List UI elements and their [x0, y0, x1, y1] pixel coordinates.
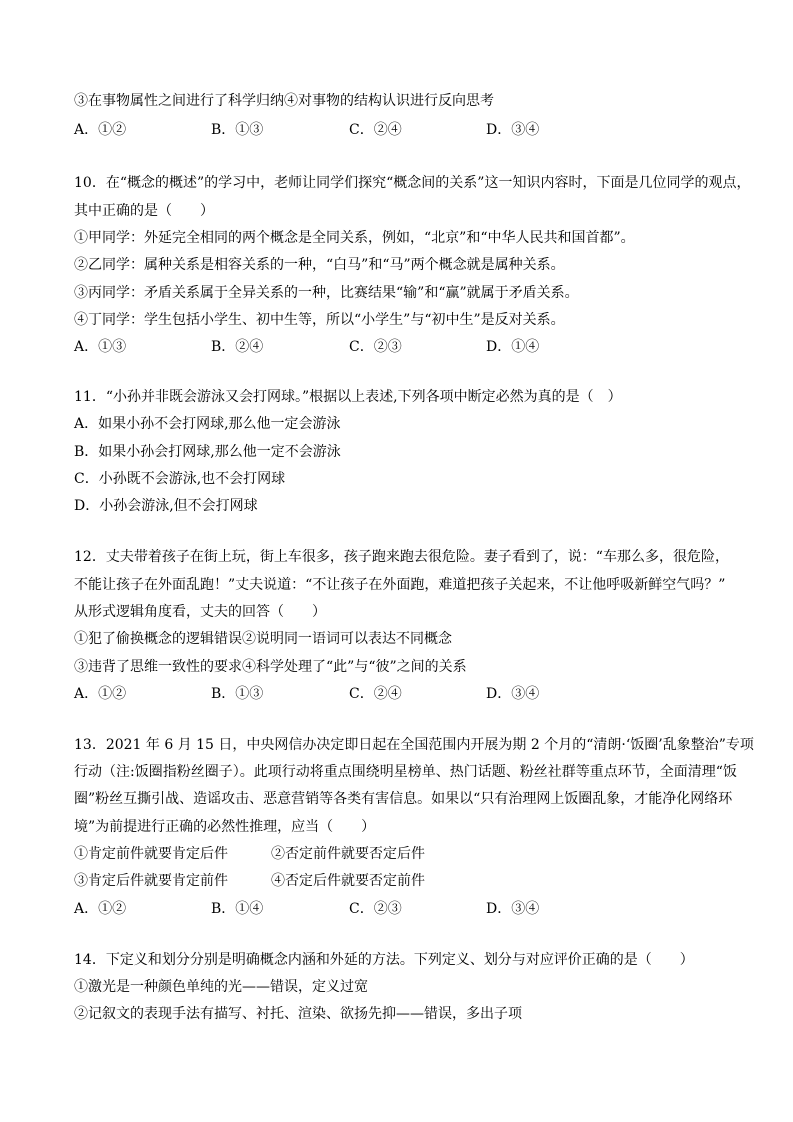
q13-statement-1: ①肯定前件就要肯定后件 [74, 846, 228, 862]
q13-statement-row2 [74, 872, 574, 890]
q10-statement-2: ②乙同学：属种关系是相容关系的一种，“白马”和“马”两个概念就是属种关系。 [74, 257, 565, 273]
q10-statement-3: ③丙同学：矛盾关系属于全异关系的一种，比赛结果“输”和“赢”就属于矛盾关系。 [74, 285, 579, 301]
q10-statement-4: ④丁同学：学生包括小学生、初中生等，所以“小学生”与“初中生”是反对关系。 [74, 312, 565, 328]
q11-choice-d: D．小孙会游泳,但不会打网球 [74, 498, 258, 514]
q13-statement-2: ②否定前件就要否定后件 [271, 846, 425, 862]
q9-option-b: B．①③ [211, 122, 264, 138]
q11-choice-a: A．如果小孙不会打网球,那么他一定会游泳 [74, 416, 341, 432]
q11-choice-b: B．如果小孙会打网球,那么他一定不会游泳 [74, 444, 341, 460]
q14-statement-1: ①激光是一种颜色单纯的光——错误，定义过宽 [74, 979, 368, 995]
q13-statement-3: ③肯定后件就要肯定前件 [74, 873, 228, 889]
q13-option-a: A．①② [74, 901, 127, 917]
q12-option-a: A．①② [74, 686, 127, 702]
q10-option-a: A．①③ [74, 339, 127, 355]
q13-stem-line2: 行动（注:饭圈指粉丝圈子）。此项行动将重点围绕明星榜单、热门话题、粉丝社群等重点环节，全面清理“饭 [74, 764, 737, 780]
q10-options [74, 338, 734, 356]
q13-option-c: C．②③ [349, 901, 402, 917]
q10-stem-line1: 10．在“概念的概述”的学习中，老师让同学们探究“概念间的关系”这一知识内容时，下面是几位同学的观点， [74, 175, 751, 191]
q9-option-c: C．②④ [349, 122, 402, 138]
q13-statement-row1 [74, 845, 574, 863]
q9-option-d: D．③④ [486, 122, 540, 138]
q12-stem-line3: 从形式逻辑角度看，丈夫的回答（ ） [74, 604, 326, 620]
q12-option-d: D．③④ [486, 686, 540, 702]
q10-option-c: C．②③ [349, 339, 402, 355]
q12-statement-2: ③违背了思维一致性的要求④科学处理了“此”与“彼”之间的关系 [74, 659, 467, 675]
q12-option-c: C．②④ [349, 686, 402, 702]
q14-statement-2: ②记叙文的表现手法有描写、衬托、渲染、欲扬先抑——错误，多出子项 [74, 1006, 522, 1022]
q9-option-a: A．①② [74, 122, 127, 138]
q13-stem-line3: 圈”粉丝互撕引战、造谣攻击、恶意营销等各类有害信息。如果以“只有治理网上饭圈乱象，才能净化网络环 [74, 791, 733, 807]
q14-stem: 14．下定义和划分分别是明确概念内涵和外延的方法。下列定义、划分与对应评价正确的是（ ） [74, 952, 694, 968]
q13-option-b: B．①④ [211, 901, 264, 917]
q10-stem-line2: 其中正确的是（ ） [74, 203, 214, 219]
q11-choice-c: C．小孙既不会游泳,也不会打网球 [74, 471, 286, 487]
q13-options [74, 900, 734, 918]
q12-statement-1: ①犯了偷换概念的逻辑错误②说明同一语词可以表达不同概念 [74, 631, 452, 647]
q12-stem-line2: 不能让孩子在外面乱跑！”丈夫说道：“不让孩子在外面跑，难道把孩子关起来，不让他呼吸新鲜空气吗？” [74, 577, 726, 593]
q10-statement-1: ①甲同学：外延完全相同的两个概念是全同关系，例如，“北京”和“中华人民共和国首都”。 [74, 230, 635, 246]
q12-stem-line1: 12．丈夫带着孩子在街上玩，街上车很多，孩子跑来跑去很危险。妻子看到了，说：“车那么多，很危险， [74, 549, 729, 565]
q11-stem: 11．“小孙并非既会游泳又会打网球。”根据以上表述,下列各项中断定必然为真的是（ ） [74, 389, 622, 405]
q10-option-b: B．②④ [211, 339, 264, 355]
q13-option-d: D．③④ [486, 901, 540, 917]
q12-options [74, 685, 734, 703]
q10-option-d: D．①④ [486, 339, 540, 355]
q9-options [74, 121, 734, 139]
q13-statement-4: ④否定后件就要否定前件 [271, 873, 425, 889]
q12-option-b: B．①③ [211, 686, 264, 702]
q9-statement: ③在事物属性之间进行了科学归纳④对事物的结构认识进行反向思考 [74, 93, 494, 109]
q13-stem-line1: 13．2021 年 6 月 15 日，中央网信办决定即日起在全国范围内开展为期 2 个月的“清朗·‘饭圈’乱象整治”专项 [74, 737, 754, 753]
q13-stem-line4: 境”为前提进行正确的必然性推理，应当（ ） [74, 819, 376, 835]
